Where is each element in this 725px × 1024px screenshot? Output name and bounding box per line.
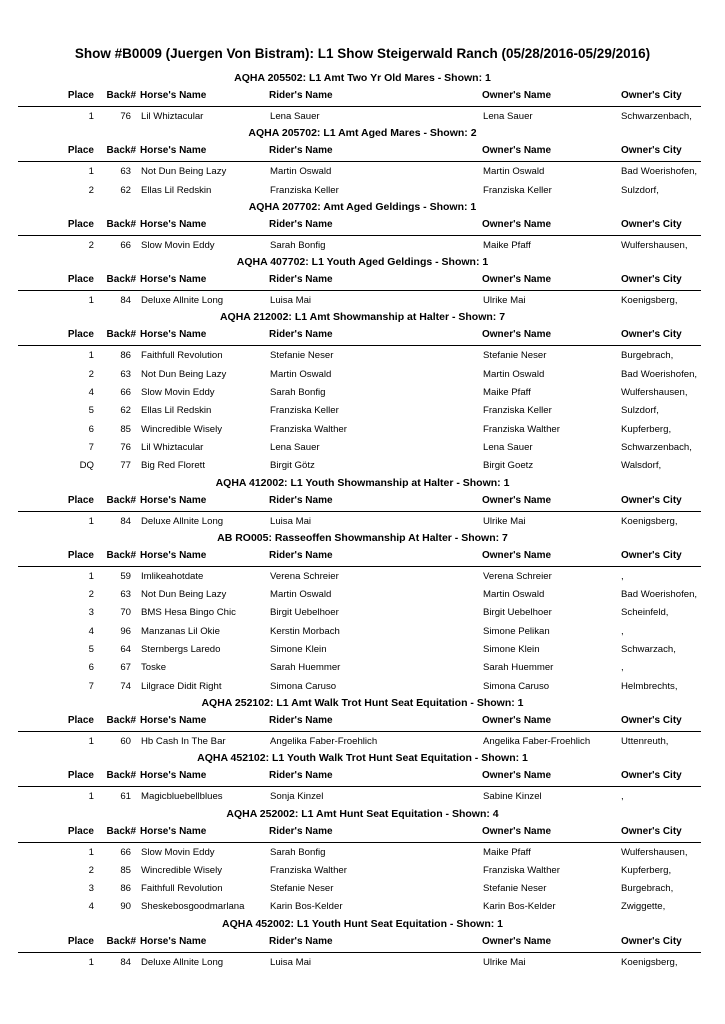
table-row [0, 383, 725, 401]
table-row [0, 585, 725, 603]
header-owner: Owner's Name [482, 329, 552, 341]
cell-back: 84 [120, 295, 131, 307]
cell-back: 84 [120, 515, 131, 527]
cell-back: 70 [120, 607, 131, 619]
cell-rider: Lena Sauer [270, 441, 320, 453]
cell-place: DQ [79, 460, 94, 472]
cell-horse: Lil Whiztacular [141, 111, 204, 122]
cell-rider: Martin Oswald [270, 589, 332, 601]
cell-rider: Karin Bos-Kelder [270, 901, 343, 913]
table-row [0, 640, 725, 658]
table-header [18, 935, 701, 953]
cell-rider: Sarah Bonfig [270, 846, 326, 858]
cell-back: 62 [120, 184, 131, 196]
cell-place: 2 [88, 239, 94, 251]
cell-back: 67 [120, 662, 131, 674]
cell-owner: Simone Pelikan [483, 625, 550, 637]
class-title: AQHA 252102: L1 Amt Walk Trot Hunt Seat Equitation - Shown: 1 [201, 696, 524, 709]
header-city: Owner's City [621, 825, 682, 837]
cell-city: Uttenreuth, [621, 735, 669, 747]
cell-rider: Franziska Keller [270, 405, 339, 417]
cell-owner: Verena Schreier [483, 570, 552, 582]
header-rider: Rider's Name [269, 935, 333, 947]
header-city: Owner's City [621, 329, 682, 341]
cell-owner: Franziska Keller [483, 405, 552, 417]
cell-owner: Stefanie Neser [483, 883, 547, 895]
cell-city: , [621, 625, 624, 637]
header-rider: Rider's Name [269, 714, 333, 726]
cell-place: 1 [88, 846, 94, 858]
cell-back: 64 [120, 644, 131, 656]
cell-back: 60 [120, 735, 131, 747]
cell-back: 90 [120, 901, 131, 913]
cell-rider: Martin Oswald [270, 166, 332, 178]
header-owner: Owner's Name [482, 145, 552, 157]
cell-horse: Ellas Lil Redskin [141, 405, 212, 417]
header-owner: Owner's Name [482, 714, 552, 726]
cell-back: 86 [120, 883, 131, 895]
table-header [18, 328, 701, 346]
cell-rider: Franziska Walther [270, 864, 347, 876]
cell-city: Koenigsberg, [621, 956, 678, 968]
cell-place: 1 [88, 350, 94, 362]
table-row [0, 658, 725, 676]
table-row [0, 603, 725, 621]
table-row [0, 346, 725, 364]
header-owner: Owner's Name [482, 494, 552, 506]
header-city: Owner's City [621, 274, 682, 286]
header-back: Back# [106, 935, 136, 947]
class-section [0, 70, 725, 125]
cell-horse: Slow Movin Eddy [141, 239, 215, 251]
cell-owner: Birgit Goetz [483, 460, 534, 472]
class-title: AQHA 212002: L1 Amt Showmanship at Halter - Shown: 7 [219, 311, 506, 324]
table-row [0, 732, 725, 750]
cell-back: 63 [120, 166, 131, 178]
header-city: Owner's City [621, 549, 682, 561]
cell-city: Schwarzenbach, [621, 111, 692, 122]
page-title: Show #B0009 (Juergen Von Bistram): L1 Show Steigerwald Ranch (05/28/2016-05/29/2016) [74, 46, 651, 61]
cell-owner: Maike Pfaff [483, 239, 531, 251]
cell-back: 85 [120, 864, 131, 876]
header-place: Place [67, 145, 94, 157]
header-horse: Horse's Name [140, 145, 207, 157]
cell-city: Kupferberg, [621, 864, 672, 876]
cell-city: Schwarzach, [621, 644, 676, 656]
table-header [18, 89, 701, 107]
cell-place: 1 [88, 735, 94, 747]
cell-city: Bad Woerishofen, [621, 166, 698, 178]
class-title: AB RO005: Rasseoffen Showmanship At Halter - Shown: 7 [217, 531, 508, 544]
cell-horse: Not Dun Being Lazy [141, 368, 227, 380]
header-rider: Rider's Name [269, 329, 333, 341]
header-horse: Horse's Name [140, 714, 207, 726]
header-rider: Rider's Name [269, 90, 333, 101]
header-owner: Owner's Name [482, 825, 552, 837]
cell-rider: Simona Caruso [270, 680, 337, 692]
header-back: Back# [106, 329, 136, 341]
cell-owner: Birgit Uebelhoer [483, 607, 552, 619]
cell-city: Wulfershausen, [621, 239, 688, 251]
class-title: AQHA 205702: L1 Amt Aged Mares - Shown: 2 [248, 127, 477, 140]
header-back: Back# [106, 218, 136, 230]
cell-horse: Big Red Florett [141, 460, 205, 472]
cell-owner: Maike Pfaff [483, 387, 531, 399]
cell-owner: Simona Caruso [483, 680, 550, 692]
cell-back: 63 [120, 589, 131, 601]
table-row [0, 162, 725, 180]
cell-horse: Wincredible Wisely [141, 864, 223, 876]
cell-owner: Martin Oswald [483, 166, 545, 178]
header-horse: Horse's Name [140, 218, 207, 230]
cell-rider: Sarah Huemmer [270, 662, 341, 674]
cell-place: 1 [88, 570, 94, 582]
cell-owner: Sabine Kinzel [483, 791, 542, 803]
header-horse: Horse's Name [140, 494, 207, 506]
cell-rider: Simone Klein [270, 644, 327, 656]
cell-back: 59 [120, 570, 131, 582]
table-row [0, 787, 725, 805]
cell-place: 4 [88, 901, 94, 913]
table-header [18, 218, 701, 236]
cell-place: 1 [88, 111, 94, 122]
header-city: Owner's City [621, 90, 682, 101]
cell-owner: Martin Oswald [483, 368, 545, 380]
cell-rider: Luisa Mai [270, 956, 312, 968]
cell-back: 86 [120, 350, 131, 362]
header-horse: Horse's Name [140, 274, 207, 286]
class-section [0, 475, 725, 530]
cell-city: Wulfershausen, [621, 387, 688, 399]
cell-horse: Not Dun Being Lazy [141, 166, 227, 178]
class-section [0, 916, 725, 971]
table-row [0, 236, 725, 254]
cell-horse: Lilgrace Didit Right [141, 680, 222, 692]
cell-horse: Sheskebosgoodmarlana [141, 901, 245, 913]
cell-back: 63 [120, 368, 131, 380]
cell-city: Sulzdorf, [621, 184, 659, 196]
class-section [0, 199, 725, 254]
cell-place: 4 [88, 387, 94, 399]
header-place: Place [67, 714, 94, 726]
cell-place: 2 [88, 368, 94, 380]
cell-place: 1 [88, 166, 94, 178]
cell-rider: Kerstin Morbach [270, 625, 340, 637]
class-section [0, 695, 725, 750]
cell-owner: Angelika Faber-Froehlich [483, 735, 591, 747]
cell-city: Scheinfeld, [621, 607, 669, 619]
cell-place: 2 [88, 864, 94, 876]
class-section [0, 125, 725, 199]
cell-rider: Lena Sauer [270, 111, 320, 122]
cell-owner: Franziska Walther [483, 423, 560, 435]
table-row [0, 843, 725, 861]
header-back: Back# [106, 145, 136, 157]
cell-rider: Sarah Bonfig [270, 387, 326, 399]
cell-place: 7 [88, 680, 94, 692]
cell-rider: Birgit Uebelhoer [270, 607, 339, 619]
header-horse: Horse's Name [140, 549, 207, 561]
header-place: Place [67, 90, 94, 101]
header-owner: Owner's Name [482, 274, 552, 286]
cell-city: , [621, 662, 624, 674]
cell-rider: Stefanie Neser [270, 350, 334, 362]
table-header [18, 714, 701, 732]
class-section [0, 309, 725, 474]
header-place: Place [67, 935, 94, 947]
header-horse: Horse's Name [140, 90, 207, 101]
cell-back: 74 [120, 680, 131, 692]
cell-owner: Sarah Huemmer [483, 662, 554, 674]
class-title: AQHA 205502: L1 Amt Two Yr Old Mares - Shown: 1 [234, 72, 491, 84]
header-place: Place [67, 770, 94, 782]
header-back: Back# [106, 714, 136, 726]
cell-back: 66 [120, 387, 131, 399]
cell-rider: Martin Oswald [270, 368, 332, 380]
table-row [0, 622, 725, 640]
header-back: Back# [106, 549, 136, 561]
class-section [0, 750, 725, 805]
cell-place: 4 [88, 625, 94, 637]
cell-back: 85 [120, 423, 131, 435]
header-place: Place [67, 218, 94, 230]
cell-horse: Faithfull Revolution [141, 350, 223, 362]
cell-place: 6 [88, 662, 94, 674]
header-back: Back# [106, 274, 136, 286]
table-header [18, 549, 701, 567]
cell-rider: Sarah Bonfig [270, 239, 326, 251]
class-title: AQHA 407702: L1 Youth Aged Geldings - Shown: 1 [236, 256, 489, 269]
header-back: Back# [106, 494, 136, 506]
cell-back: 76 [120, 441, 131, 453]
table-row [0, 677, 725, 695]
cell-rider: Birgit Götz [270, 460, 315, 472]
cell-place: 3 [88, 883, 94, 895]
header-back: Back# [106, 770, 136, 782]
table-row [0, 861, 725, 879]
table-header [18, 144, 701, 162]
cell-city: Bad Woerishofen, [621, 589, 698, 601]
header-horse: Horse's Name [140, 935, 207, 947]
cell-city: Wulfershausen, [621, 846, 688, 858]
cell-back: 61 [120, 791, 131, 803]
table-row [0, 107, 725, 125]
cell-city: Helmbrechts, [621, 680, 678, 692]
cell-horse: BMS Hesa Bingo Chic [141, 607, 236, 619]
cell-city: Zwiggette, [621, 901, 666, 913]
cell-owner: Maike Pfaff [483, 846, 531, 858]
cell-rider: Franziska Keller [270, 184, 339, 196]
table-row [0, 567, 725, 585]
cell-owner: Karin Bos-Kelder [483, 901, 556, 913]
cell-owner: Franziska Walther [483, 864, 560, 876]
table-row [0, 953, 725, 971]
cell-city: Walsdorf, [621, 460, 662, 472]
results-list [0, 70, 725, 971]
cell-owner: Stefanie Neser [483, 350, 547, 362]
header-place: Place [67, 274, 94, 286]
header-owner: Owner's Name [482, 549, 552, 561]
cell-back: 62 [120, 405, 131, 417]
cell-place: 2 [88, 184, 94, 196]
header-place: Place [67, 825, 94, 837]
header-rider: Rider's Name [269, 549, 333, 561]
header-back: Back# [106, 825, 136, 837]
cell-place: 5 [88, 644, 94, 656]
cell-back: 84 [120, 956, 131, 968]
header-city: Owner's City [621, 145, 682, 157]
class-title: AQHA 452002: L1 Youth Hunt Seat Equitation - Shown: 1 [222, 917, 503, 930]
cell-owner: Martin Oswald [483, 589, 545, 601]
table-header [18, 273, 701, 291]
cell-horse: Manzanas Lil Okie [141, 625, 220, 637]
table-row [0, 365, 725, 383]
table-header [18, 769, 701, 787]
class-section [0, 530, 725, 695]
cell-city: Koenigsberg, [621, 515, 678, 527]
cell-city: Sulzdorf, [621, 405, 659, 417]
cell-owner: Ulrike Mai [483, 956, 526, 968]
header-rider: Rider's Name [269, 825, 333, 837]
cell-place: 1 [88, 515, 94, 527]
header-place: Place [67, 549, 94, 561]
cell-city: Koenigsberg, [621, 295, 678, 307]
cell-owner: Lena Sauer [483, 441, 533, 453]
header-horse: Horse's Name [140, 825, 207, 837]
class-title: AQHA 412002: L1 Youth Showmanship at Halter - Shown: 1 [215, 476, 510, 489]
cell-horse: Lil Whiztacular [141, 441, 204, 453]
table-row [0, 897, 725, 915]
header-rider: Rider's Name [269, 770, 333, 782]
header-owner: Owner's Name [482, 935, 552, 947]
cell-horse: Deluxe Allnite Long [141, 515, 224, 527]
cell-horse: Sternbergs Laredo [141, 644, 221, 656]
cell-rider: Verena Schreier [270, 570, 339, 582]
header-city: Owner's City [621, 714, 682, 726]
header-rider: Rider's Name [269, 494, 333, 506]
cell-horse: Wincredible Wisely [141, 423, 223, 435]
table-row [0, 438, 725, 456]
cell-city: , [621, 791, 624, 803]
cell-city: Schwarzenbach, [621, 441, 692, 453]
cell-place: 5 [88, 405, 94, 417]
cell-horse: Faithfull Revolution [141, 883, 223, 895]
table-row [0, 181, 725, 199]
class-title: AQHA 207702: Amt Aged Geldings - Shown: 1 [248, 200, 477, 213]
cell-horse: Toske [141, 662, 167, 674]
cell-city: Burgebrach, [621, 350, 674, 362]
cell-horse: Ellas Lil Redskin [141, 184, 212, 196]
cell-horse: Imlikeahotdate [141, 570, 204, 582]
cell-horse: Deluxe Allnite Long [141, 295, 224, 307]
header-owner: Owner's Name [482, 218, 552, 230]
cell-back: 96 [120, 625, 131, 637]
cell-horse: Deluxe Allnite Long [141, 956, 224, 968]
cell-horse: Magicbluebellblues [141, 791, 223, 803]
cell-place: 7 [88, 441, 94, 453]
table-row [0, 456, 725, 474]
cell-rider: Angelika Faber-Froehlich [270, 735, 378, 747]
table-header [18, 825, 701, 843]
cell-place: 3 [88, 607, 94, 619]
header-rider: Rider's Name [269, 145, 333, 157]
cell-back: 66 [120, 846, 131, 858]
table-row [0, 401, 725, 419]
cell-owner: Simone Klein [483, 644, 540, 656]
cell-city: Burgebrach, [621, 883, 674, 895]
header-place: Place [67, 329, 94, 341]
table-row [0, 420, 725, 438]
cell-back: 76 [120, 111, 131, 122]
cell-rider: Franziska Walther [270, 423, 347, 435]
cell-place: 2 [88, 589, 94, 601]
cell-owner: Lena Sauer [483, 111, 533, 122]
cell-rider: Stefanie Neser [270, 883, 334, 895]
header-city: Owner's City [621, 218, 682, 230]
cell-horse: Slow Movin Eddy [141, 387, 215, 399]
header-rider: Rider's Name [269, 274, 333, 286]
cell-place: 1 [88, 791, 94, 803]
header-city: Owner's City [621, 770, 682, 782]
cell-horse: Slow Movin Eddy [141, 846, 215, 858]
class-section [0, 254, 725, 309]
header-owner: Owner's Name [482, 770, 552, 782]
header-horse: Horse's Name [140, 329, 207, 341]
cell-city: Kupferberg, [621, 423, 672, 435]
class-title: AQHA 252002: L1 Amt Hunt Seat Equitation - Shown: 4 [226, 807, 499, 820]
cell-rider: Luisa Mai [270, 515, 312, 527]
cell-place: 6 [88, 423, 94, 435]
header-back: Back# [106, 90, 136, 101]
table-header [18, 494, 701, 512]
table-row [0, 291, 725, 309]
header-place: Place [67, 494, 94, 506]
cell-city: Bad Woerishofen, [621, 368, 698, 380]
cell-back: 66 [120, 239, 131, 251]
cell-owner: Franziska Keller [483, 184, 552, 196]
table-row [0, 512, 725, 530]
cell-owner: Ulrike Mai [483, 515, 526, 527]
header-city: Owner's City [621, 935, 682, 947]
cell-back: 77 [120, 460, 131, 472]
cell-rider: Luisa Mai [270, 295, 312, 307]
header-owner: Owner's Name [482, 90, 552, 101]
cell-place: 1 [88, 956, 94, 968]
cell-rider: Sonja Kinzel [270, 791, 324, 803]
header-rider: Rider's Name [269, 218, 333, 230]
cell-horse: Hb Cash In The Bar [141, 735, 226, 747]
class-title: AQHA 452102: L1 Youth Walk Trot Hunt Seat Equitation - Shown: 1 [197, 752, 528, 765]
cell-place: 1 [88, 295, 94, 307]
header-horse: Horse's Name [140, 770, 207, 782]
header-city: Owner's City [621, 494, 682, 506]
cell-horse: Not Dun Being Lazy [141, 589, 227, 601]
cell-city: , [621, 570, 624, 582]
class-section [0, 806, 725, 916]
table-row [0, 879, 725, 897]
cell-owner: Ulrike Mai [483, 295, 526, 307]
